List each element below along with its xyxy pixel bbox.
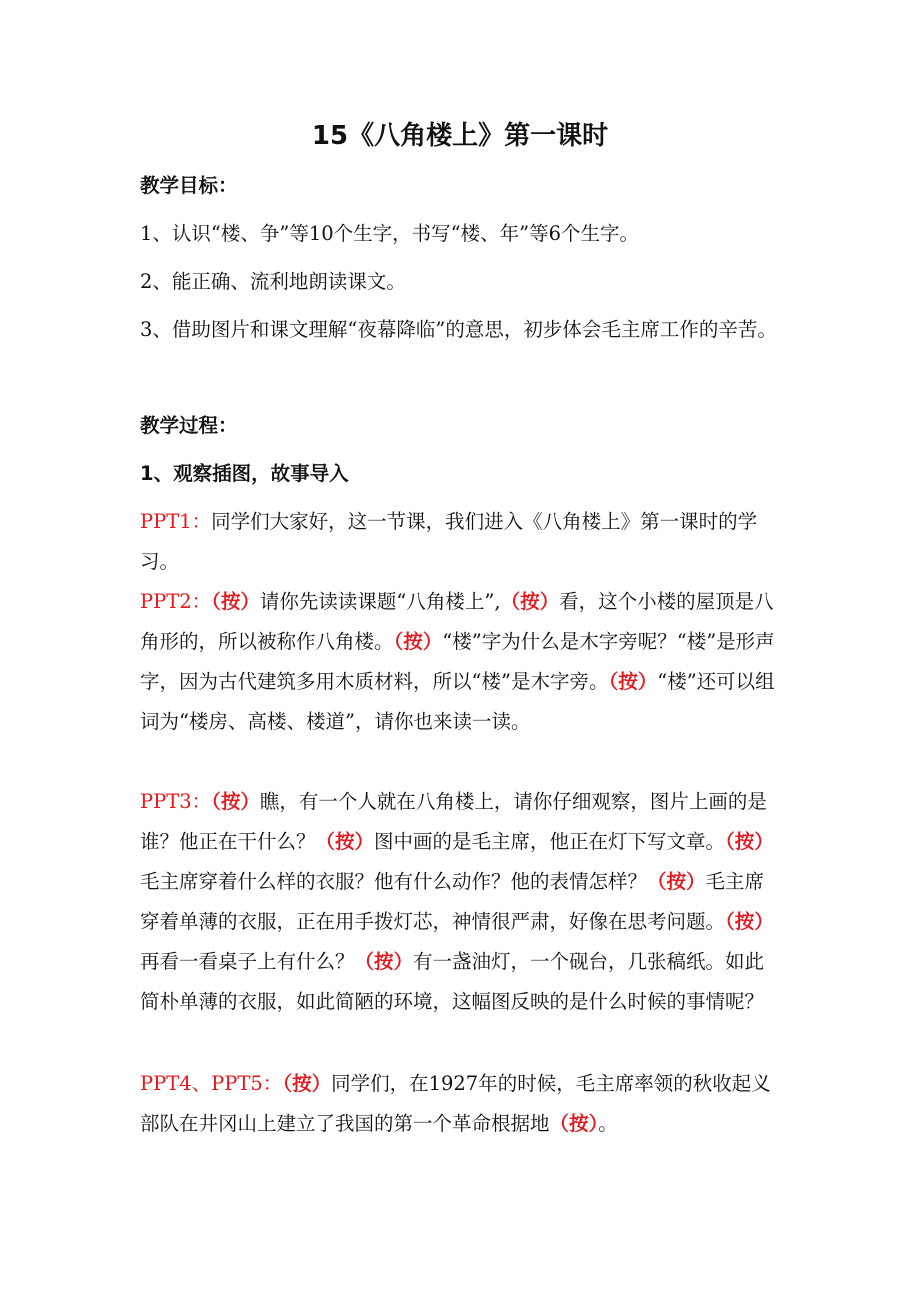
press-marker: （按） [211, 590, 260, 613]
press-marker: （按） [608, 670, 658, 693]
ppt-label: PPT2： [140, 590, 212, 613]
ppt-text: 毛主席穿着什么样的衣服？他有什么动作？他的表情怎样？ [140, 870, 648, 893]
lesson-title: 15《八角楼上》第一课时 [311, 121, 609, 151]
ppt-label: PPT1： [140, 510, 212, 533]
ppt45-paragraph [140, 1064, 782, 1144]
press-marker: （按） [354, 950, 414, 973]
ppt-text: 。 [598, 1112, 618, 1135]
press-marker: （按） [725, 910, 774, 933]
ppt-text: “楼”字为什么是木字旁呢？“楼”是形声字，因为古代建筑多用木质材料，所以“楼”是木字旁。 [140, 630, 775, 693]
ppt-text: 毛主席穿着单薄的衣服，正在用手拨灯芯，神情很严肃，好像在思考问题。 [140, 870, 765, 933]
step1-heading: 1、观察插图，故事导入 [140, 462, 349, 485]
press-marker: （按） [500, 590, 560, 613]
ppt-text: 瞧，有一个人就在八角楼上，请你仔细观察，图片上画的是谁？他正在干什么？ [140, 790, 767, 853]
ppt-label: PPT3： [140, 790, 212, 813]
ppt2-paragraph [140, 582, 782, 742]
ppt-text: 看，这个小楼的屋顶是八角形的，所以被称作八角楼。 [140, 590, 774, 653]
ppt-text: 同学们大家好，这一节课，我们进入《八角楼上》第一课时的学习。 [140, 510, 758, 573]
ppt-text: 有一盏油灯，一个砚台，几张稿纸。如此简朴单薄的衣服，如此简陋的环境，这幅图反映的是什么时候的事情呢？ [140, 950, 765, 1013]
process-heading: 教学过程： [140, 414, 238, 437]
objective-1: 1、认识“楼、争”等10个生字，书写“楼、年”等6个生字。 [140, 222, 640, 245]
press-marker: （按） [725, 830, 774, 853]
ppt-text: 再看一看桌子上有什么？ [140, 950, 355, 973]
press-marker: （按） [647, 870, 706, 893]
press-marker: （按） [549, 1112, 599, 1135]
ppt-text: “楼”还可以组词为“楼房、高楼、楼道”，请你也来读一读。 [140, 670, 775, 733]
press-marker: （按） [211, 790, 260, 813]
ppt1-paragraph [140, 502, 782, 582]
ppt-text: 请你先读读课题“八角楼上”, [259, 590, 501, 613]
press-marker: （按） [282, 1072, 332, 1095]
ppt3-paragraph [140, 782, 782, 1022]
objective-3: 3、借助图片和课文理解“夜幕降临”的意思，初步体会毛主席工作的辛苦。 [140, 318, 777, 341]
press-marker: （按） [315, 830, 375, 853]
ppt-label: PPT4、PPT5： [140, 1072, 283, 1095]
press-marker: （按） [393, 630, 443, 653]
ppt-text: 图中画的是毛主席，他正在灯下写文章。 [374, 830, 726, 853]
objective-2: 2、能正确、流利地朗读课文。 [140, 270, 406, 293]
ppt-text: 同学们，在1927年的时候，毛主席率领的秋收起义部队在井冈山上建立了我国的第一个革命根据地 [140, 1072, 771, 1135]
objectives-heading: 教学目标： [140, 174, 238, 197]
